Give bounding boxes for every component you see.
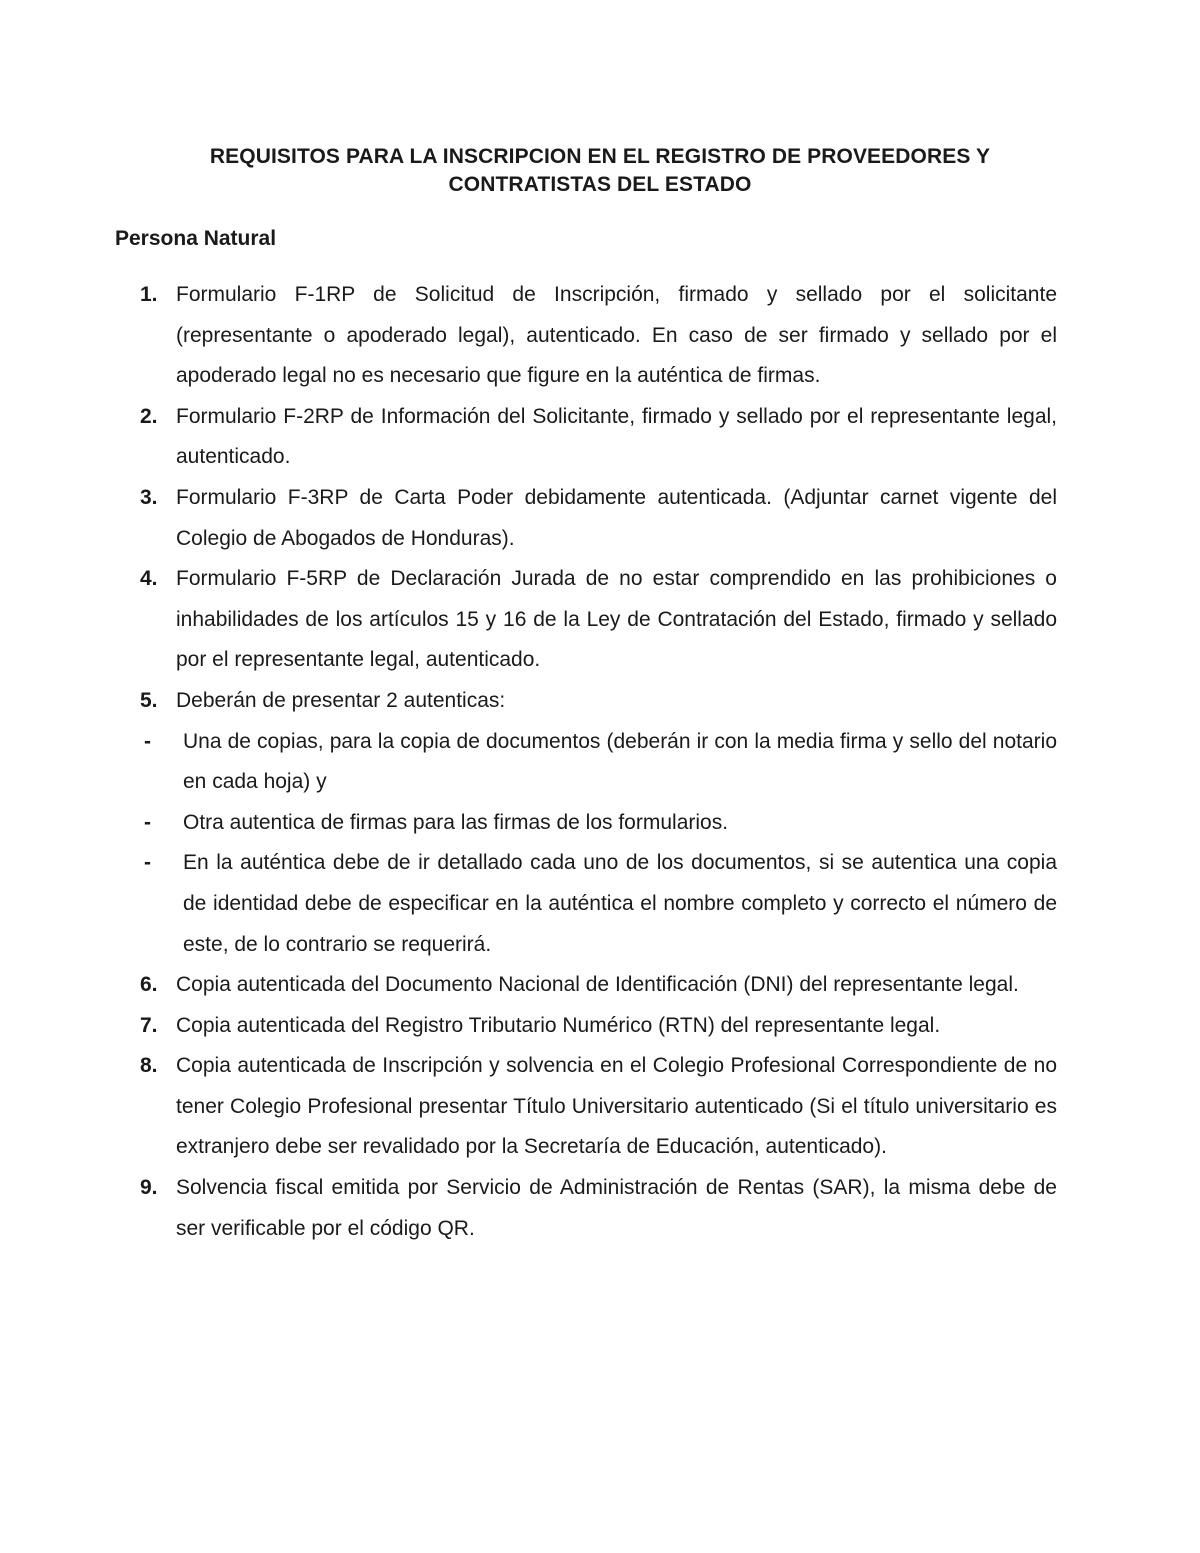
dash-marker: - [144,810,151,834]
list-item-text: Copia autenticada del Documento Nacional de Identificación (DNI) del representante legal. [176,973,1019,997]
list-marker: 9. [140,1176,158,1200]
list-marker: 6. [140,973,158,997]
section-heading: Persona Natural [115,227,277,250]
list-item-text: Formulario F-2RP de Información del Solicitante, firmado y sellado por el representante legal, autenticado. [176,404,1057,469]
list-item [115,965,1057,1006]
list-item-text: Otra autentica de firmas para las firmas de los formularios. [183,810,729,834]
title-line-2: CONTRATISTAS DEL ESTADO [448,173,752,196]
list-item-text: Copia autenticada de Inscripción y solvencia en el Colegio Profesional Correspondiente de no tener Colegio Profesional presentar Título Universitario autenticado (Si el título universitario es extranjero debe ser revalidado por la Secretaría de Educación, autenticado). [176,1054,1057,1159]
list-item-text: Formulario F-5RP de Declaración Jurada de no estar comprendido en las prohibiciones o inhabilidades de los artículos 15 y 16 de la Ley de Contratación del Estado, firmado y sellado por el representante legal, autenticado. [176,567,1057,672]
dash-marker: - [144,851,151,875]
sub-list-item [115,722,1057,803]
list-marker: 3. [140,485,158,509]
dash-marker: - [144,729,151,753]
requirements-list [115,275,1057,1249]
list-item [115,1168,1057,1249]
list-item-text: Copia autenticada del Registro Tributario Numérico (RTN) del representante legal. [176,1013,941,1037]
list-item-text: Formulario F-3RP de Carta Poder debidamente autenticada. (Adjuntar carnet vigente del Colegio de Abogados de Honduras). [176,485,1057,550]
title-line-1: REQUISITOS PARA LA INSCRIPCION EN EL REGISTRO DE PROVEEDORES Y [209,145,991,168]
list-marker: 5. [140,688,158,712]
list-item-text: Solvencia fiscal emitida por Servicio de Administración de Rentas (SAR), la misma debe de ser verificable por el código QR. [176,1176,1057,1240]
list-item [115,397,1057,478]
list-item-text: Una de copias, para la copia de documentos (deberán ir con la media firma y sello del notario en cada hoja) y [183,729,1057,794]
list-marker: 7. [140,1013,158,1037]
list-item [115,559,1057,681]
sub-list-item [115,843,1057,965]
list-item [115,681,1057,722]
list-marker: 1. [140,283,158,306]
list-item-text: Formulario F-1RP de Solicitud de Inscripción, firmado y sellado por el solicitante (representante o apoderado legal), autenticado. En caso de ser firmado y sellado por el apoderado legal no es necesario que figure en la auténtica de firmas. [176,283,1057,388]
list-item-text: Deberán de presentar 2 autenticas: [176,688,506,712]
list-item-text: En la auténtica debe de ir detallado cada uno de los documentos, si se autentica una copia de identidad debe de especificar en la auténtica el nombre completo y correcto el número de este, de lo contrario se requerirá. [183,851,1057,956]
list-marker: 8. [140,1054,158,1078]
list-marker: 4. [140,567,158,591]
list-item [115,478,1057,559]
sub-list-item [115,803,1057,844]
list-marker: 2. [140,404,158,428]
document-title [110,143,1090,199]
list-item [115,1006,1057,1047]
list-item [115,1046,1057,1168]
list-item [115,275,1057,397]
